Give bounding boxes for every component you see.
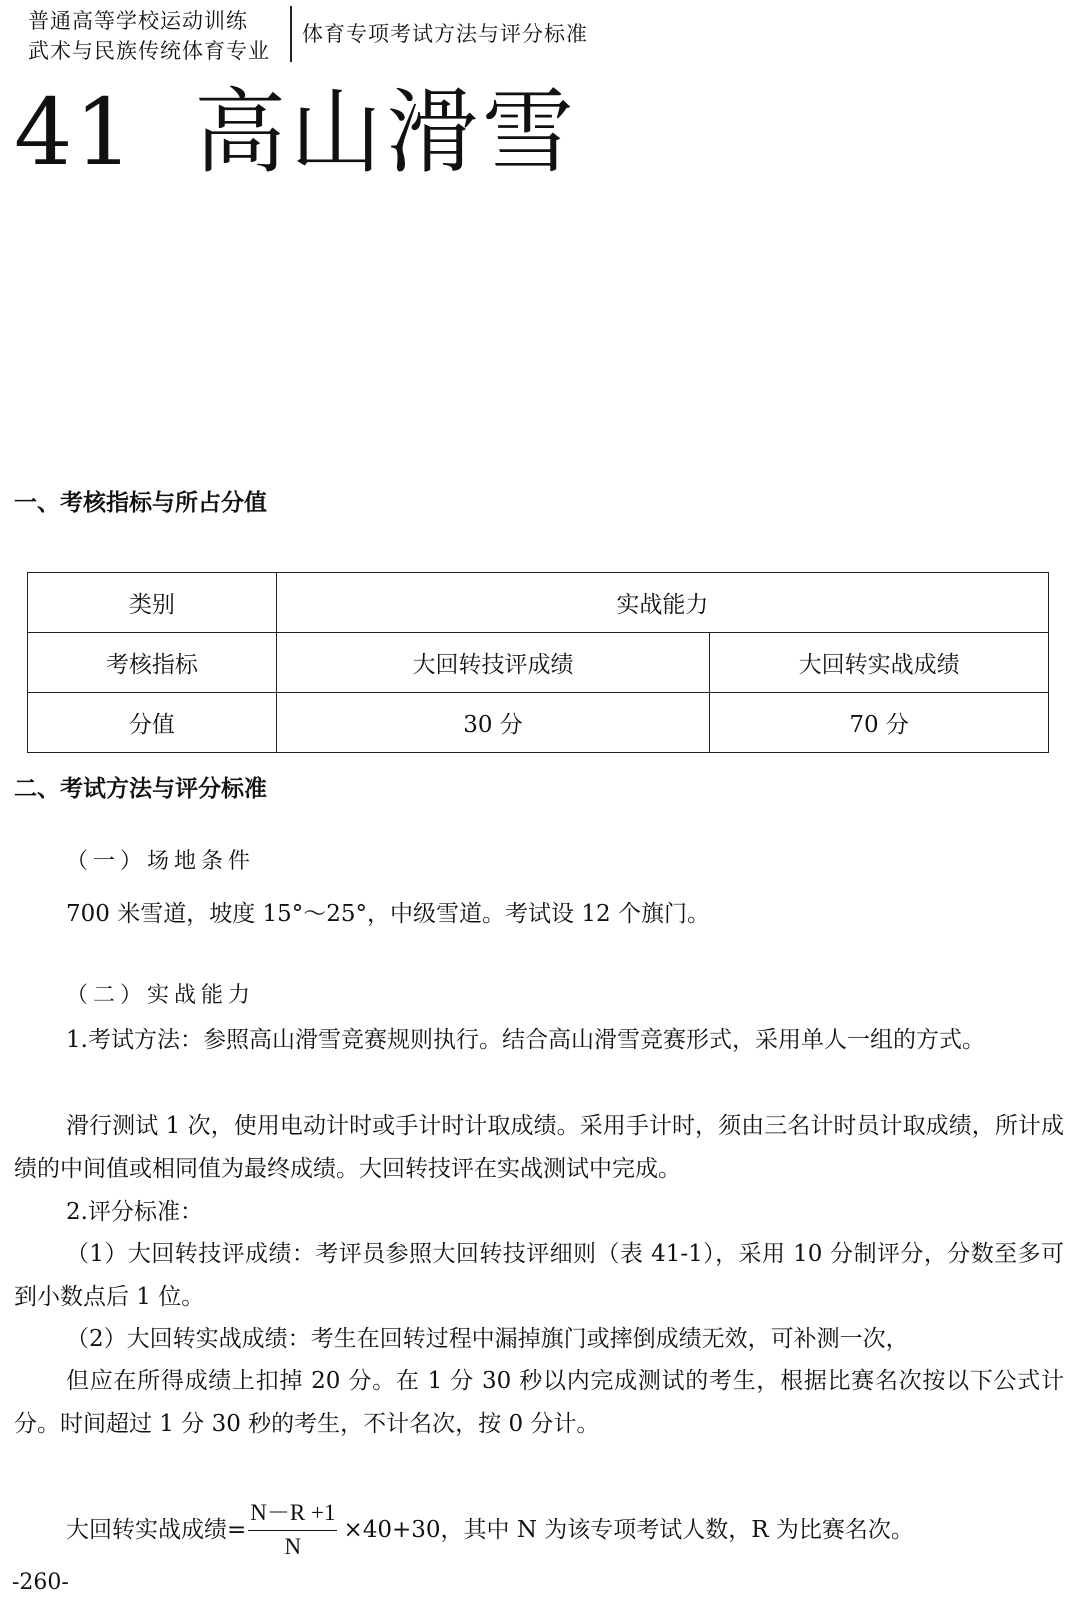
header-line-2: 武术与民族传统体育专业	[28, 39, 270, 63]
score-formula	[66, 1492, 914, 1562]
section-heading-1: 一、考核指标与所占分值	[14, 490, 267, 516]
table-cell: 大回转技评成绩	[276, 633, 710, 693]
header-divider	[290, 6, 292, 62]
running-header-left	[28, 6, 284, 66]
table-row	[28, 693, 1049, 753]
table-cell: 实战能力	[276, 573, 1048, 633]
table-row	[28, 573, 1049, 633]
paragraph-score-1: （1）大回转技评成绩：考评员参照大回转技评细则（表 41-1），采用 10 分制评分，分数至多可到小数点后 1 位。	[14, 1241, 1064, 1310]
subheading-combat: （二）实战能力	[66, 983, 256, 1008]
venue-text: 700 米雪道，坡度 15°～25°，中级雪道。考试设 12 个旗门。	[66, 901, 710, 927]
table-cell: 70 分	[710, 693, 1049, 753]
formula-denominator: N	[284, 1534, 302, 1559]
paragraph-scoring-title: 2.评分标准：	[66, 1199, 203, 1225]
table-cell: 30 分	[276, 693, 710, 753]
section-heading-2: 二、考试方法与评分标准	[14, 776, 267, 802]
formula-suffix: ×40+30，其中 N 为该专项考试人数，R 为比赛名次。	[343, 1516, 914, 1543]
chapter-title	[14, 78, 578, 188]
paragraph-method: 1.考试方法：参照高山滑雪竞赛规则执行。结合高山滑雪竞赛形式，采用单人一组的方式。	[66, 1027, 985, 1053]
table-cell: 考核指标	[28, 633, 277, 693]
page-number: -260-	[12, 1570, 69, 1595]
formula-fraction	[248, 1494, 337, 1560]
score-table	[27, 572, 1049, 753]
header-line-1: 普通高等学校运动训练	[28, 9, 248, 33]
subheading-venue: （一）场地条件	[66, 849, 256, 874]
running-header-right: 体育专项考试方法与评分标准	[302, 22, 588, 46]
formula-prefix: 大回转实战成绩=	[66, 1516, 247, 1543]
chapter-number: 41	[14, 79, 136, 186]
table-cell: 分值	[28, 693, 277, 753]
paragraph-timing: 滑行测试 1 次，使用电动计时或手计时计取成绩。采用手计时，须由三名计时员计取成绩，所计成绩的中间值或相同值为最终成绩。大回转技评在实战测试中完成。	[14, 1113, 1064, 1182]
paragraph-score-3: 但应在所得成绩上扣掉 20 分。在 1 分 30 秒以内完成测试的考生，根据比赛名次按以下公式计分。时间超过 1 分 30 秒的考生，不计名次，按 0 分计。	[14, 1368, 1064, 1437]
paragraph-score-2: （2）大回转实战成绩：考生在回转过程中漏掉旗门或摔倒成绩无效，可补测一次，	[66, 1326, 909, 1352]
chapter-name: 高山滑雪	[194, 79, 579, 186]
table-cell: 大回转实战成绩	[710, 633, 1049, 693]
table-cell: 类别	[28, 573, 277, 633]
formula-numerator: N－R +1	[248, 1494, 337, 1531]
table-row	[28, 633, 1049, 693]
